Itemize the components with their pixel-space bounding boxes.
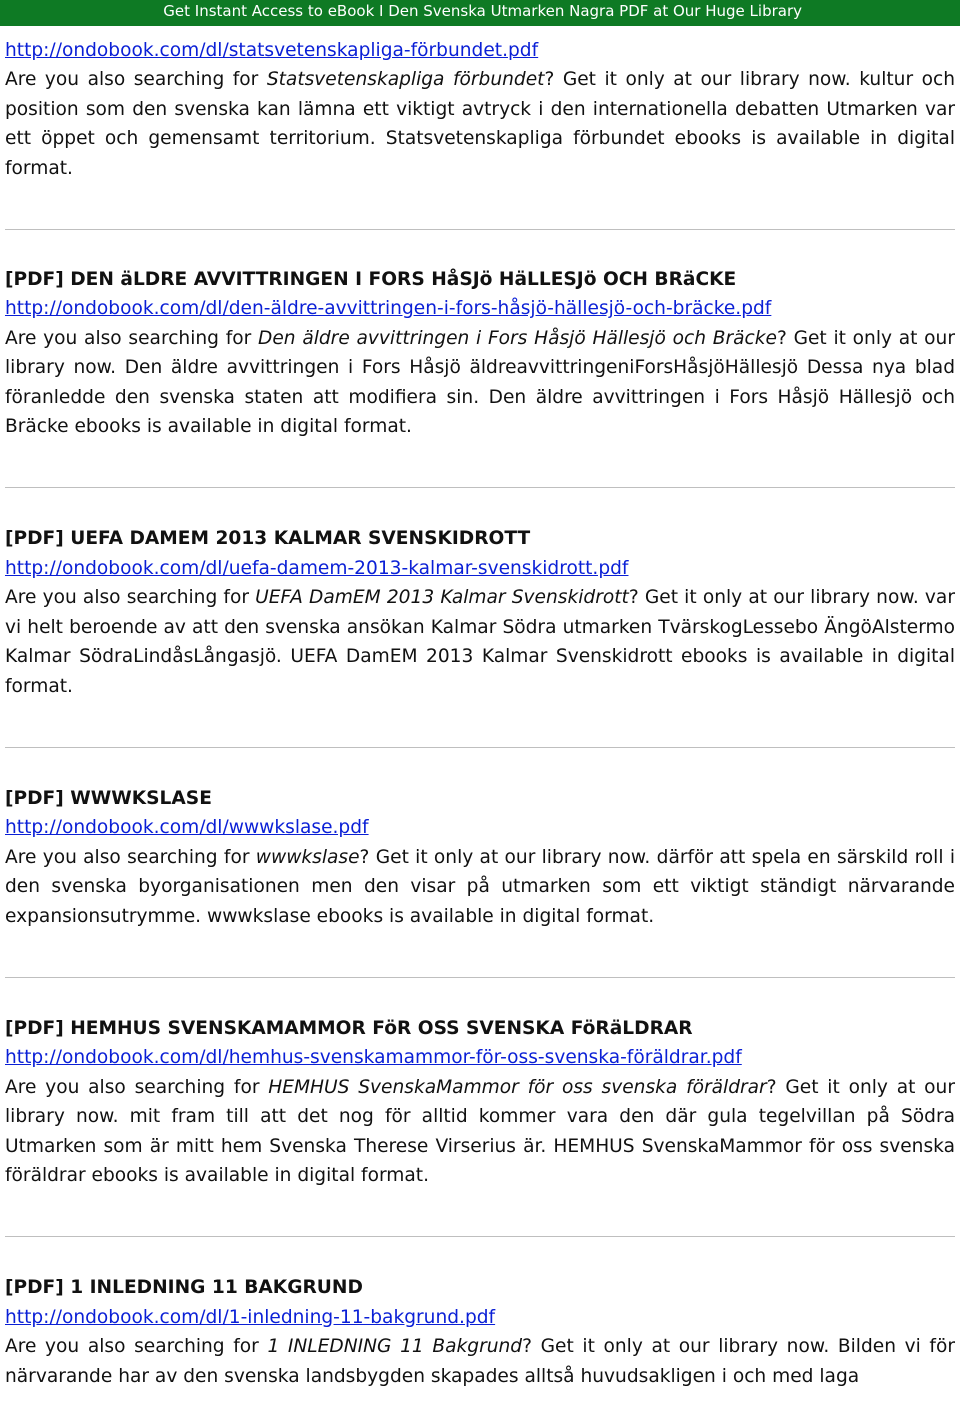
entry-heading: [PDF] UEFA DAMEM 2013 KALMAR SVENSKIDROTT bbox=[5, 528, 531, 550]
separator bbox=[5, 977, 955, 978]
separator bbox=[5, 1236, 955, 1237]
entry-2 bbox=[5, 524, 955, 700]
entry-3 bbox=[5, 784, 955, 931]
separator bbox=[5, 229, 955, 230]
entry-description bbox=[5, 324, 955, 442]
banner-text: Get Instant Access to eBook I Den Svenska Utmarken Nagra PDF at Our Huge Library bbox=[163, 2, 802, 20]
document-body bbox=[5, 36, 955, 1391]
entry-link[interactable]: http://ondobook.com/dl/hemhus-svenskamammor-för-oss-svenska-föräldrar.pdf bbox=[5, 1047, 742, 1069]
description-prefix: Are you also searching for bbox=[5, 846, 256, 868]
description-text: ? Get it only at our library now. var vi helt beroende av att den svenska ansökan Kalmar Södra utmarken TvärskogLessebo ÄngöAlstermo Kalmar SödraLindåsLångasjö. UEFA DamEM 2013 Kalmar Svenskidrott ebooks is available in digital format. bbox=[5, 587, 955, 697]
description-title: UEFA DamEM 2013 Kalmar Svenskidrott bbox=[255, 587, 629, 609]
entry-4 bbox=[5, 1014, 955, 1190]
entry-link[interactable]: http://ondobook.com/dl/1-inledning-11-bakgrund.pdf bbox=[5, 1306, 496, 1328]
separator bbox=[5, 487, 955, 488]
entry-description bbox=[5, 583, 955, 701]
description-title: HEMHUS SvenskaMammor för oss svenska föräldrar bbox=[268, 1076, 767, 1098]
entry-description bbox=[5, 65, 955, 183]
entry-description bbox=[5, 1073, 955, 1191]
description-title: Statsvetenskapliga förbundet bbox=[266, 69, 545, 91]
description-text: ? Get it only at our library now. Den äldre avvittringen i Fors Håsjö äldreavvittringeniForsHåsjöHällesjö Dessa nya blad föranledde den svenska staten att modifiera sin. Den äldre avvittringen i Fors Håsjö Hällesjö och Bräcke ebooks is available in digital format. bbox=[5, 327, 955, 438]
entry-description bbox=[5, 843, 955, 931]
entry-description bbox=[5, 1332, 955, 1391]
entry-link[interactable]: http://ondobook.com/dl/wwwkslase.pdf bbox=[5, 817, 369, 839]
entry-heading: [PDF] HEMHUS SVENSKAMAMMOR FöR OSS SVENSKA FöRäLDRAR bbox=[5, 1017, 693, 1039]
description-text: ? Get it only at our library now. därför att spela en särskild roll i den svenska byorganisationen men den visar på utmarken som ett viktigt ständigt närvarande expansionsutrymme. wwwkslase ebooks is available in digital format. bbox=[5, 846, 955, 927]
description-title: wwwkslase bbox=[255, 846, 360, 868]
description-text: ? Get it only at our library now. mit fram till att det nog för alltid kommer vara den där gula tegelvillan på Södra Utmarken som är mitt hem Svenska Therese Virserius är. HEMHUS SvenskaMammor för oss svenska föräldrar ebooks is available in digital format. bbox=[5, 1076, 955, 1186]
top-banner bbox=[0, 0, 960, 26]
description-prefix: Are you also searching for bbox=[5, 1076, 269, 1098]
description-title: 1 INLEDNING 11 Bakgrund bbox=[267, 1336, 523, 1358]
entry-link[interactable]: http://ondobook.com/dl/statsvetenskapliga-förbundet.pdf bbox=[5, 40, 539, 61]
description-prefix: Are you also searching for bbox=[5, 69, 267, 91]
description-prefix: Are you also searching for bbox=[5, 327, 259, 349]
entry-5 bbox=[5, 1273, 955, 1391]
entry-link[interactable]: http://ondobook.com/dl/den-äldre-avvittringen-i-fors-håsjö-hällesjö-och-bräcke.pdf bbox=[5, 298, 772, 320]
entry-link[interactable]: http://ondobook.com/dl/uefa-damem-2013-kalmar-svenskidrott.pdf bbox=[5, 557, 629, 579]
description-text: ? Get it only at our library now. kultur och position som den svenska kan lämna ett viktigt avtryck i den internationella debatten Utmarken var ett öppet och gemensamt territorium. Statsvetenskapliga förbundet ebooks is available in digital format. bbox=[5, 69, 955, 179]
separator bbox=[5, 747, 955, 748]
entry-heading: [PDF] 1 INLEDNING 11 BAKGRUND bbox=[5, 1277, 363, 1299]
entry-heading: [PDF] WWWKSLASE bbox=[5, 787, 212, 809]
description-title: Den äldre avvittringen i Fors Håsjö Hällesjö och Bräcke bbox=[258, 327, 777, 349]
entry-heading: [PDF] DEN äLDRE AVVITTRINGEN I FORS HåSJö HäLLESJö OCH BRäCKE bbox=[5, 269, 737, 291]
description-prefix: Are you also searching for bbox=[5, 1336, 268, 1358]
entry-first bbox=[5, 36, 955, 183]
entry-1 bbox=[5, 265, 955, 441]
description-prefix: Are you also searching for bbox=[5, 587, 256, 609]
description-text: ? Get it only at our library now. Bilden vi för närvarande har av den svenska landsbygden skapades alltså huvudsakligen i och med laga bbox=[5, 1336, 955, 1387]
